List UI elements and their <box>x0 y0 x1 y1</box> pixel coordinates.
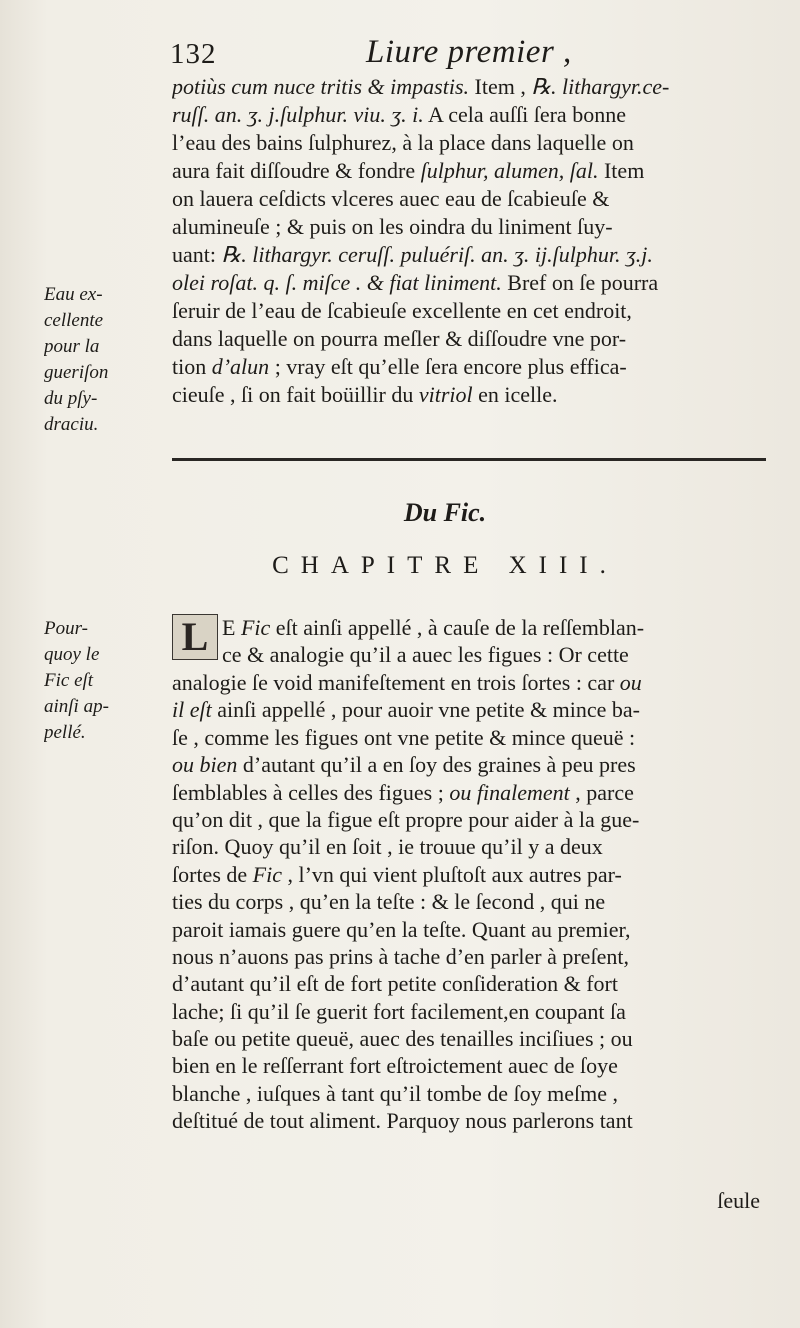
text-run: dans laquelle on pourra meſler & diſſoudre vne por- <box>172 326 627 351</box>
chapter-opening-line <box>222 614 770 641</box>
text-run: ties du corps , qu’en la teſte : & le ſecond , qui ne <box>172 889 606 915</box>
text-run: ſeruir de l’eau de ſcabieuſe excellente en cet endroit, <box>172 298 632 323</box>
text-run: on lauera ceſdicts vlceres auec eau de ſcabieuſe & <box>172 186 610 211</box>
text-run: cieuſe , ſi on fait boüillir du <box>172 382 419 407</box>
text-run: bien en le reſſerrant fort eſtroictement auec de ſoye <box>172 1053 618 1079</box>
chapter-opening-line <box>222 641 770 668</box>
text-run: d’alun <box>211 354 270 379</box>
text-run: ℞. lithargyr. ceruſſ. puluériſ. an. ʒ. ij.ſulphur. ʒ.j. <box>221 242 653 267</box>
text-run: tion <box>172 354 212 379</box>
text-run: il eſt <box>172 697 212 723</box>
running-title: Liure premier , <box>366 34 572 70</box>
text-run: ruſſ. an. ʒ. j.ſulphur. viu. ʒ. i. <box>172 102 424 127</box>
paragraph-top-line <box>172 381 770 409</box>
margin-note-line: ainſi ap- <box>44 696 109 717</box>
catchword: ſeule <box>717 1188 760 1213</box>
margin-note-line: pellé. <box>44 722 86 743</box>
paragraph-top-line <box>172 269 770 297</box>
text-run: ou finalement <box>449 779 570 805</box>
text-run: olei roſat. q. ſ. miſce . & fiat liniment. <box>172 270 502 295</box>
section-title: Du Fic. <box>403 498 487 527</box>
text-run: lache; ſi qu’il ſe guerit fort facilement,en coupant ſa <box>172 998 626 1024</box>
paragraph-top-line <box>172 213 770 241</box>
paragraph-top <box>172 73 770 409</box>
margin-note-pourquoy <box>44 616 162 746</box>
paragraph-top-line <box>172 241 770 269</box>
text-run: ſortes de <box>172 861 253 887</box>
text-run: alumineuſe ; & puis on les oindra du liniment ſuy- <box>172 214 613 239</box>
text-run: aura fait diſſoudre & fondre <box>172 158 421 183</box>
paragraph-top-line <box>172 73 770 101</box>
text-run: d’autant qu’il eſt de fort petite conſideration & fort <box>172 971 618 997</box>
margin-note-line: quoy le <box>44 644 100 665</box>
paragraph-chapter-line <box>172 861 770 888</box>
paragraph-chapter-line <box>172 1107 770 1134</box>
paragraph-chapter <box>172 669 770 1135</box>
paragraph-top-line <box>172 185 770 213</box>
margin-note-line: du pſy- <box>44 388 98 409</box>
paragraph-chapter-line <box>172 696 770 723</box>
page-number: 132 <box>170 38 217 70</box>
paragraph-chapter-line <box>172 833 770 860</box>
margin-note-line: cellente <box>44 310 104 331</box>
text-run: qu’on dit , que la figue eſt propre pour aider à la gue- <box>172 806 640 832</box>
paragraph-top-line <box>172 157 770 185</box>
margin-note-line: Eau ex- <box>44 284 103 305</box>
text-run: Fic <box>252 861 282 887</box>
paragraph-chapter-line <box>172 1052 770 1079</box>
paragraph-chapter-line <box>172 888 770 915</box>
text-run: ℞. lithargyr.ce- <box>531 74 670 99</box>
margin-note-line: Fic eſt <box>44 670 94 691</box>
text-run: en icelle. <box>472 382 558 407</box>
text-run: d’autant qu’il a en ſoy des graines à peu pres <box>237 752 636 778</box>
text-run: E <box>222 615 241 640</box>
paragraph-chapter-line <box>172 970 770 997</box>
text-run: ; vray eſt qu’elle ſera encore plus effica- <box>269 354 627 379</box>
margin-note-line: gueriſon <box>44 362 109 383</box>
text-run: Item <box>598 158 645 183</box>
paragraph-chapter-line <box>172 1025 770 1052</box>
margin-note-eau-excellente <box>44 282 162 438</box>
text-run: ou <box>619 670 642 695</box>
paragraph-chapter-line <box>172 998 770 1025</box>
text-run: uant: <box>172 242 222 267</box>
text-run: ainſi appellé , pour auoir vne petite & mince ba- <box>211 697 640 723</box>
text-run: , parce <box>569 779 634 805</box>
paragraph-top-line <box>172 297 770 325</box>
drop-cap: L <box>172 614 218 660</box>
margin-note-line: Pour- <box>44 618 88 639</box>
text-run: , l’vn qui vient pluſtoſt aux autres par- <box>281 861 622 887</box>
paragraph-chapter-line <box>172 1080 770 1107</box>
text-run: paroit iamais guere qu’en la teſte. Quant au premier, <box>172 916 631 942</box>
text-run: ſe , comme les figues ont vne petite & mince queuë : <box>172 724 636 750</box>
text-run: analogie ſe void manifeſtement en trois ſortes : car <box>172 670 620 695</box>
paragraph-top-line <box>172 129 770 157</box>
paragraph-chapter-line <box>172 806 770 833</box>
text-run: Bref on ſe pourra <box>501 270 659 295</box>
text-run: l’eau des bains ſulphurez, à la place dans laquelle on <box>172 130 634 155</box>
text-run: ou bien <box>172 752 238 778</box>
margin-note-line: draciu. <box>44 414 99 435</box>
text-run: baſe ou petite queuë, auec des tenailles inciſiues ; ou <box>172 1026 633 1052</box>
text-run: Item , <box>469 74 532 99</box>
text-run: deſtitué de tout aliment. Parquoy nous parlerons tant <box>172 1108 633 1134</box>
page-header <box>170 34 770 78</box>
chapter-opening-lines <box>222 614 770 669</box>
paragraph-chapter-line <box>172 669 770 696</box>
text-run: ſemblables à celles des figues ; <box>172 779 450 805</box>
paragraph-top-line <box>172 325 770 353</box>
paragraph-chapter-line <box>172 916 770 943</box>
text-run: vitriol <box>418 382 473 407</box>
text-run: ce & analogie qu’il a auec les figues : Or cette <box>222 642 629 668</box>
section-divider <box>172 458 766 461</box>
text-run: Fic <box>240 615 271 640</box>
paragraph-top-line <box>172 353 770 381</box>
paragraph-chapter-line <box>172 943 770 970</box>
margin-note-line: pour la <box>44 336 100 357</box>
text-run: riſon. Quoy qu’il en ſoit , ie trouue qu’il y a deux <box>172 834 603 860</box>
text-run: blanche , iuſques à tant qu’il tombe de ſoy meſme , <box>172 1080 618 1106</box>
text-run: ſulphur, alumen, ſal. <box>420 158 599 183</box>
text-run: eſt ainſi appellé , à cauſe de la reſſemblan- <box>270 615 645 640</box>
paragraph-chapter-line <box>172 779 770 806</box>
chapter-title: CHAPITRE XIII. <box>272 552 618 579</box>
paragraph-chapter-line <box>172 751 770 778</box>
paragraph-chapter-line <box>172 724 770 751</box>
text-run: A cela auſſi ſera bonne <box>423 102 626 127</box>
text-run: potiùs cum nuce tritis & impastis. <box>172 74 469 99</box>
text-run: nous n’auons pas prins à tache d’en parler à preſent, <box>172 943 629 969</box>
paragraph-top-line <box>172 101 770 129</box>
